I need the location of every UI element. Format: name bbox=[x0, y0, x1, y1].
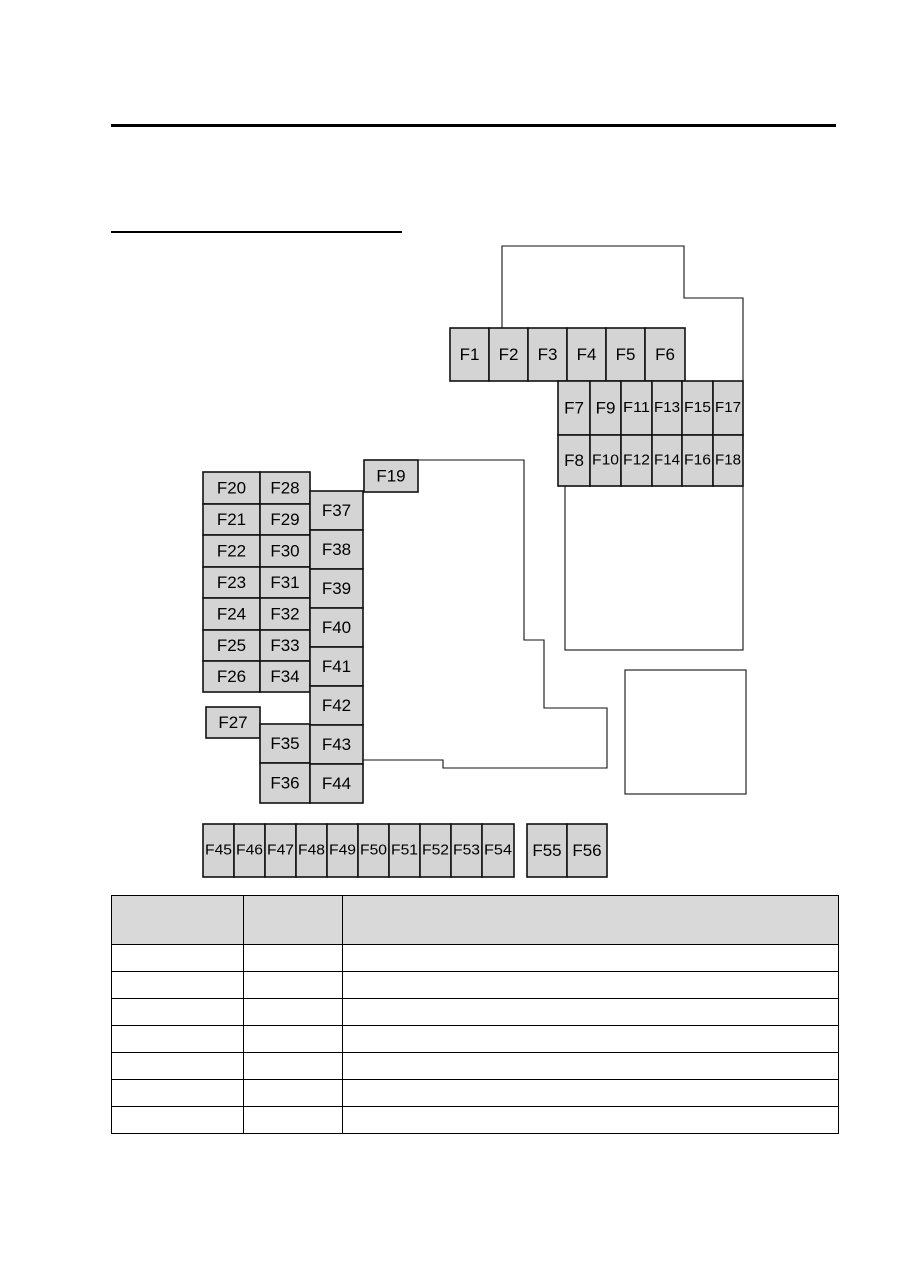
fuse-f16 bbox=[682, 435, 713, 486]
fuse-label: F36 bbox=[270, 773, 300, 793]
fuse-f18 bbox=[713, 435, 743, 486]
fuse-f28 bbox=[260, 472, 310, 504]
fuse-f51 bbox=[389, 824, 420, 877]
table-cell bbox=[112, 1080, 244, 1107]
table-row bbox=[112, 972, 839, 999]
fuse-f46 bbox=[234, 824, 265, 877]
table-header-row bbox=[112, 896, 839, 945]
fuse-label: F34 bbox=[270, 667, 300, 686]
fuse-label: F46 bbox=[236, 842, 263, 859]
fuse-f26 bbox=[203, 661, 260, 692]
fuse-label: F38 bbox=[321, 540, 352, 559]
fuse-label: F30 bbox=[270, 541, 300, 561]
fuse-label: F1 bbox=[459, 345, 480, 364]
fuse-label: F8 bbox=[564, 451, 584, 470]
table-cell bbox=[112, 1053, 244, 1080]
fuse-f5 bbox=[606, 328, 645, 381]
fuse-label: F27 bbox=[218, 713, 248, 732]
fuse-f2 bbox=[489, 328, 528, 381]
fuse-f32 bbox=[260, 598, 310, 630]
fuse-f55 bbox=[527, 824, 567, 877]
fuse-label: F2 bbox=[498, 345, 519, 364]
fuse-table bbox=[111, 895, 839, 1134]
fuse-f1 bbox=[450, 328, 489, 381]
fuse-label: F15 bbox=[684, 400, 711, 416]
fuse-label: F44 bbox=[321, 774, 352, 793]
fuse-label: F50 bbox=[360, 842, 387, 859]
fuse-label: F29 bbox=[270, 510, 300, 529]
fuse-label: F41 bbox=[321, 657, 352, 676]
table-header-cell bbox=[343, 896, 839, 945]
fuse-f20 bbox=[203, 472, 260, 504]
fuse-label: F25 bbox=[216, 636, 247, 655]
table-cell bbox=[244, 972, 343, 999]
fuse-f43 bbox=[310, 725, 363, 764]
fuse-f49 bbox=[327, 824, 358, 877]
fuse-f40 bbox=[310, 608, 363, 647]
fuse-label: F33 bbox=[270, 636, 300, 655]
table-row bbox=[112, 1053, 839, 1080]
fuse-label: F26 bbox=[216, 667, 247, 686]
fuse-f34 bbox=[260, 661, 310, 692]
fuse-f53 bbox=[451, 824, 482, 877]
table-cell bbox=[343, 999, 839, 1026]
fuse-label: F4 bbox=[576, 345, 597, 364]
fuse-label: F17 bbox=[715, 400, 741, 416]
fuse-label: F51 bbox=[391, 842, 418, 859]
fuse-f6 bbox=[645, 328, 685, 381]
fuse-f19 bbox=[364, 460, 418, 492]
fuse-label: F12 bbox=[623, 452, 650, 469]
table-cell bbox=[244, 1053, 343, 1080]
fuse-f52 bbox=[420, 824, 451, 877]
fuse-f21 bbox=[203, 504, 260, 535]
fuse-f31 bbox=[260, 567, 310, 598]
fuse-label: F11 bbox=[623, 400, 650, 416]
fuse-f3 bbox=[528, 328, 567, 381]
table-cell bbox=[343, 972, 839, 999]
fuse-label: F16 bbox=[684, 452, 711, 469]
table-row bbox=[112, 1080, 839, 1107]
table-row bbox=[112, 1107, 839, 1134]
table-cell bbox=[112, 1107, 244, 1134]
fuse-f37 bbox=[310, 491, 363, 530]
fuse-label: F14 bbox=[654, 452, 680, 469]
fuse-f33 bbox=[260, 630, 310, 661]
fuse-label: F18 bbox=[715, 452, 741, 469]
fuse-f39 bbox=[310, 569, 363, 608]
fuse-f23 bbox=[203, 567, 260, 598]
fuse-f42 bbox=[310, 686, 363, 725]
table-row bbox=[112, 1026, 839, 1053]
fuse-label: F52 bbox=[422, 842, 449, 859]
fuse-label: F22 bbox=[216, 541, 247, 561]
fuse-label: F54 bbox=[484, 842, 512, 859]
fuse-f54 bbox=[482, 824, 514, 877]
fuse-label: F37 bbox=[321, 501, 352, 520]
fuse-label: F40 bbox=[321, 618, 352, 637]
fuse-f47 bbox=[265, 824, 296, 877]
fuse-label: F56 bbox=[572, 841, 602, 860]
fuse-label: F47 bbox=[267, 842, 294, 859]
fuse-f11 bbox=[621, 381, 652, 435]
fuse-label: F19 bbox=[376, 466, 406, 486]
fuse-label: F43 bbox=[321, 735, 352, 754]
fuse-f15 bbox=[682, 381, 713, 435]
module-outline-center bbox=[363, 460, 607, 768]
fuse-label: F21 bbox=[216, 510, 247, 529]
fuse-f17 bbox=[713, 381, 743, 435]
table-header-cell bbox=[112, 896, 244, 945]
fuse-label: F7 bbox=[564, 398, 584, 418]
fuse-f13 bbox=[652, 381, 682, 435]
table-row bbox=[112, 945, 839, 972]
fuse-label: F35 bbox=[270, 734, 300, 753]
table-cell bbox=[112, 999, 244, 1026]
table-cell bbox=[343, 1080, 839, 1107]
fuse-group bbox=[203, 328, 743, 877]
fuse-f7 bbox=[558, 381, 590, 435]
table-row bbox=[112, 999, 839, 1026]
fuse-label: F5 bbox=[615, 345, 636, 364]
relay-outline-right bbox=[565, 486, 743, 650]
fuse-f14 bbox=[652, 435, 682, 486]
fuse-f48 bbox=[296, 824, 327, 877]
table-cell bbox=[343, 945, 839, 972]
table-cell bbox=[244, 945, 343, 972]
fuse-f30 bbox=[260, 535, 310, 567]
table-header-cell bbox=[244, 896, 343, 945]
fuse-f8 bbox=[558, 435, 590, 486]
fuse-f36 bbox=[260, 763, 310, 803]
fuse-f10 bbox=[590, 435, 621, 486]
fuse-label: F20 bbox=[216, 478, 247, 498]
fuse-label: F42 bbox=[321, 696, 352, 715]
fuse-label: F31 bbox=[270, 573, 300, 592]
fuse-label: F39 bbox=[321, 579, 352, 598]
fuse-label: F53 bbox=[453, 842, 480, 859]
table-cell bbox=[244, 1026, 343, 1053]
fuse-f9 bbox=[590, 381, 621, 435]
table-cell bbox=[244, 1107, 343, 1134]
fuse-label: F13 bbox=[654, 400, 680, 416]
fuse-f29 bbox=[260, 504, 310, 535]
fuse-label: F9 bbox=[595, 398, 616, 418]
fuse-f22 bbox=[203, 535, 260, 567]
fuse-f25 bbox=[203, 630, 260, 661]
fuse-f50 bbox=[358, 824, 389, 877]
fuse-label: F10 bbox=[592, 452, 619, 469]
fuse-f44 bbox=[310, 764, 363, 803]
fuse-label: F24 bbox=[216, 604, 247, 624]
fuse-label: F32 bbox=[270, 604, 300, 624]
fuse-f56 bbox=[567, 824, 607, 877]
fuse-label: F45 bbox=[205, 842, 232, 859]
fuse-label: F23 bbox=[216, 573, 247, 592]
table-cell bbox=[112, 972, 244, 999]
fuse-f38 bbox=[310, 530, 363, 569]
fuse-f12 bbox=[621, 435, 652, 486]
relay-outline-small bbox=[625, 670, 746, 794]
table-cell bbox=[112, 1026, 244, 1053]
fuse-label: F55 bbox=[532, 841, 562, 860]
table-cell bbox=[343, 1107, 839, 1134]
fuse-label: F48 bbox=[298, 842, 325, 859]
fuse-f41 bbox=[310, 647, 363, 686]
table-cell bbox=[112, 945, 244, 972]
fuse-f24 bbox=[203, 598, 260, 630]
fuse-f27 bbox=[206, 707, 260, 738]
fuse-f35 bbox=[260, 724, 310, 763]
fuse-label: F3 bbox=[537, 345, 558, 364]
table-cell bbox=[244, 999, 343, 1026]
fuse-label: F28 bbox=[270, 478, 300, 498]
fuse-f45 bbox=[203, 824, 234, 877]
table-cell bbox=[244, 1080, 343, 1107]
fuse-label: F6 bbox=[655, 345, 675, 364]
fuse-label: F49 bbox=[329, 842, 356, 859]
fuse-f4 bbox=[567, 328, 606, 381]
table-cell bbox=[343, 1053, 839, 1080]
table-cell bbox=[343, 1026, 839, 1053]
